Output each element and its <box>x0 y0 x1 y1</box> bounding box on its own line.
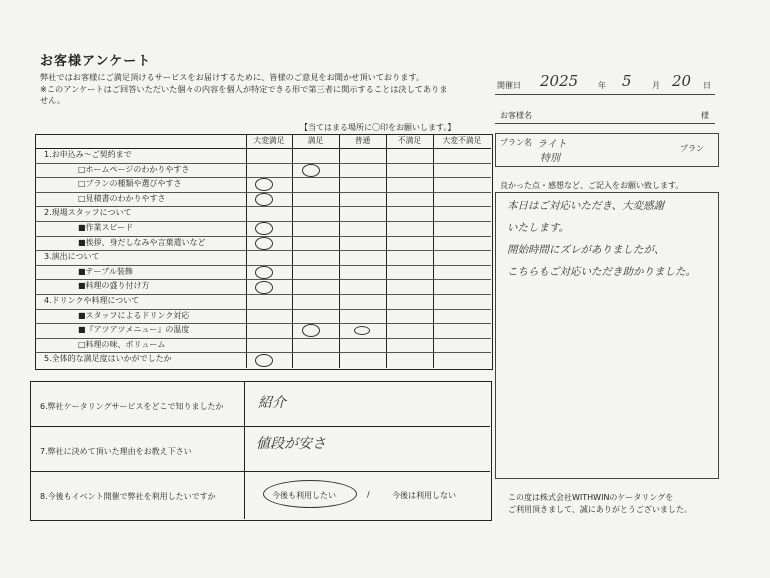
feedback-line: 本日はご対応いただき、大変感謝 <box>507 200 665 212</box>
column-header: 大変不満足 <box>442 136 482 145</box>
rating-cell[interactable] <box>386 352 433 367</box>
rating-cell[interactable] <box>386 177 433 192</box>
rating-cell[interactable] <box>339 352 386 367</box>
rating-cell[interactable] <box>246 309 292 324</box>
rating-cell[interactable] <box>339 338 386 353</box>
question-item: ■『アツアツメニュー』の温度 <box>78 325 190 335</box>
rating-cell[interactable] <box>433 163 491 178</box>
rating-cell[interactable] <box>292 177 339 192</box>
circle-mark <box>255 281 273 294</box>
date-year-unit: 年 <box>598 81 606 90</box>
circle-mark <box>302 324 320 337</box>
rating-cell[interactable] <box>339 265 386 280</box>
rating-cell[interactable] <box>246 279 292 294</box>
date-day[interactable]: 20 <box>672 72 692 90</box>
rating-cell[interactable] <box>292 265 339 280</box>
feedback-label: 良かった点・感想など、ご記入をお願い致します。 <box>500 181 684 190</box>
q8-label: 8.今後もイベント開催で弊社を利用したいですか <box>40 492 216 501</box>
section-heading: 5.全体的な満足度はいかがでしたか <box>44 354 172 364</box>
feedback-line: いたします。 <box>507 222 570 234</box>
feedback-line: こちらもご対応いただき助かりました。 <box>507 266 696 278</box>
feedback-line: 開始時間にズレがありましたが、 <box>507 244 665 256</box>
customer-label: お客様名 <box>500 111 532 120</box>
column-header: 不満足 <box>397 136 422 145</box>
rating-cell[interactable] <box>433 294 491 309</box>
q7-label: 7.弊社に決めて頂いた理由をお教え下さい <box>40 447 192 456</box>
rating-cell[interactable] <box>292 250 339 265</box>
rating-cell[interactable] <box>386 221 433 236</box>
rating-cell[interactable] <box>246 236 292 251</box>
rating-cell[interactable] <box>292 279 339 294</box>
rating-cell[interactable] <box>292 352 339 367</box>
rating-cell[interactable] <box>339 192 386 207</box>
question-item: ■テーブル装飾 <box>78 266 133 276</box>
rating-cell[interactable] <box>292 163 339 178</box>
feedback-box[interactable] <box>495 192 719 479</box>
date-year[interactable]: 2025 <box>540 72 579 90</box>
section-heading: 4.ドリンクや料理について <box>44 296 140 305</box>
customer-underline <box>495 123 715 124</box>
question-item: ■作業スピード <box>78 223 134 232</box>
question-item: ■挨拶、身だしなみや言葉遣いなど <box>78 237 206 247</box>
q8-option-no[interactable]: 今後は利用しない <box>392 491 456 500</box>
rating-cell[interactable] <box>339 279 386 294</box>
plan-value[interactable]: ライト <box>537 139 567 150</box>
rating-cell[interactable] <box>386 250 433 265</box>
section-heading: 3.演出について <box>44 252 100 262</box>
intro-text <box>40 72 485 107</box>
rating-cell[interactable] <box>292 221 339 236</box>
question-item: ■料理の盛り付け方 <box>78 281 150 291</box>
rating-cell[interactable] <box>386 163 433 178</box>
rating-cell[interactable] <box>386 323 433 338</box>
rating-cell[interactable] <box>433 265 491 280</box>
rating-cell[interactable] <box>433 192 491 207</box>
rating-cell[interactable] <box>292 192 339 207</box>
intro-line: 弊社ではお客様にご満足頂けるサービスをお届けするために、皆様のご意見をお聞かせ頂いております。 <box>40 72 425 82</box>
column-header: 普通 <box>354 136 371 145</box>
rating-cell[interactable] <box>433 309 491 324</box>
circle-mark <box>255 193 273 206</box>
rating-cell[interactable] <box>292 338 339 353</box>
rating-cell[interactable] <box>292 294 339 309</box>
rating-cell[interactable] <box>339 177 386 192</box>
rating-cell[interactable] <box>339 294 386 309</box>
rating-cell[interactable] <box>433 236 491 251</box>
rating-cell[interactable] <box>246 163 292 178</box>
rating-cell[interactable] <box>339 236 386 251</box>
rating-cell[interactable] <box>339 250 386 265</box>
plan-value-2[interactable]: 特別 <box>540 153 560 164</box>
customer-suffix: 様 <box>701 111 709 120</box>
intro-line: ※このアンケートはご回答いただいた個々の内容を個人が特定できる形で第三者に開示することは決してありま <box>40 83 448 94</box>
rating-cell[interactable] <box>433 148 491 163</box>
rating-cell[interactable] <box>433 279 491 294</box>
question-item: □見積書のわかりやすさ <box>78 193 166 203</box>
circle-mark <box>255 222 273 235</box>
page-title: お客様アンケート <box>40 54 152 69</box>
rating-cell[interactable] <box>386 265 433 280</box>
rating-cell[interactable] <box>433 338 491 353</box>
rating-cell[interactable] <box>246 323 292 338</box>
column-header: 満足 <box>307 136 324 145</box>
rating-cell[interactable] <box>386 206 433 221</box>
circle-mark <box>255 237 273 250</box>
q6-answer[interactable]: 紹介 <box>258 395 286 411</box>
circle-mark <box>302 164 320 177</box>
date-month-unit: 月 <box>652 81 660 90</box>
rating-cell[interactable] <box>246 177 292 192</box>
divider <box>244 381 245 519</box>
intro-line: せん。 <box>40 95 66 105</box>
rating-cell[interactable] <box>433 221 491 236</box>
rating-cell[interactable] <box>386 294 433 309</box>
rating-cell[interactable] <box>246 192 292 207</box>
rating-cell[interactable] <box>292 236 339 251</box>
rating-cell[interactable] <box>433 250 491 265</box>
plan-label: プラン名 <box>500 138 532 147</box>
rating-cell[interactable] <box>246 265 292 280</box>
question-item: □料理の味、ボリューム <box>78 339 166 349</box>
circle-mark <box>255 266 273 279</box>
rating-cell[interactable] <box>339 148 386 163</box>
rating-cell[interactable] <box>339 163 386 178</box>
circle-mark <box>255 354 273 367</box>
rating-cell[interactable] <box>386 192 433 207</box>
check-hint: 【当てはまる場所に〇印をお願いします。】 <box>300 123 456 132</box>
rating-cell[interactable] <box>246 206 292 221</box>
rating-cell[interactable] <box>386 148 433 163</box>
rating-cell[interactable] <box>246 250 292 265</box>
rating-cell[interactable] <box>246 338 292 353</box>
footer-line: この度は株式会社WITHWINのケータリングを <box>508 493 674 502</box>
rating-cell[interactable] <box>292 206 339 221</box>
rating-cell[interactable] <box>433 323 491 338</box>
section-heading: 2.現場スタッフについて <box>44 208 132 218</box>
plan-suffix: プラン <box>680 144 704 153</box>
selection-circle <box>263 480 357 508</box>
rating-cell[interactable] <box>292 323 339 338</box>
rating-cell[interactable] <box>339 221 386 236</box>
rating-cell[interactable] <box>386 279 433 294</box>
column-header: 大変満足 <box>253 136 285 145</box>
circle-mark <box>255 178 273 191</box>
date-underline <box>495 94 715 95</box>
footer-line: ご利用頂きまして、誠にありがとうございました。 <box>508 505 692 514</box>
question-item: □ホームページのわかりやすさ <box>78 164 190 174</box>
rating-cell[interactable] <box>339 309 386 324</box>
rating-cell[interactable] <box>292 148 339 163</box>
divider <box>30 471 490 472</box>
q6-label: 6.弊社ケータリングサービスをどこで知りましたか <box>40 402 224 411</box>
rating-cell[interactable] <box>246 221 292 236</box>
q8-slash: / <box>367 490 370 499</box>
rating-cell[interactable] <box>386 236 433 251</box>
date-label: 開催日 <box>497 81 521 90</box>
rating-cell[interactable] <box>292 309 339 324</box>
rating-cell[interactable] <box>433 177 491 192</box>
date-day-unit: 日 <box>703 81 711 90</box>
rating-cell[interactable] <box>433 352 491 367</box>
date-month[interactable]: 5 <box>622 72 632 90</box>
rating-cell[interactable] <box>246 294 292 309</box>
rating-cell[interactable] <box>386 309 433 324</box>
q8-option-yes[interactable]: 今後も利用したい <box>272 491 336 500</box>
rating-cell[interactable] <box>433 206 491 221</box>
question-item: □プランの種類や選びやすさ <box>78 179 182 189</box>
divider <box>30 426 490 427</box>
q7-answer[interactable]: 値段が安さ <box>256 436 326 452</box>
rating-cell[interactable] <box>339 206 386 221</box>
question-item: ■スタッフによるドリンク対応 <box>78 310 190 320</box>
rating-cell[interactable] <box>386 338 433 353</box>
rating-cell[interactable] <box>246 352 292 367</box>
section-heading: 1.お申込み～ご契約まで <box>44 150 132 159</box>
rating-cell[interactable] <box>246 148 292 163</box>
